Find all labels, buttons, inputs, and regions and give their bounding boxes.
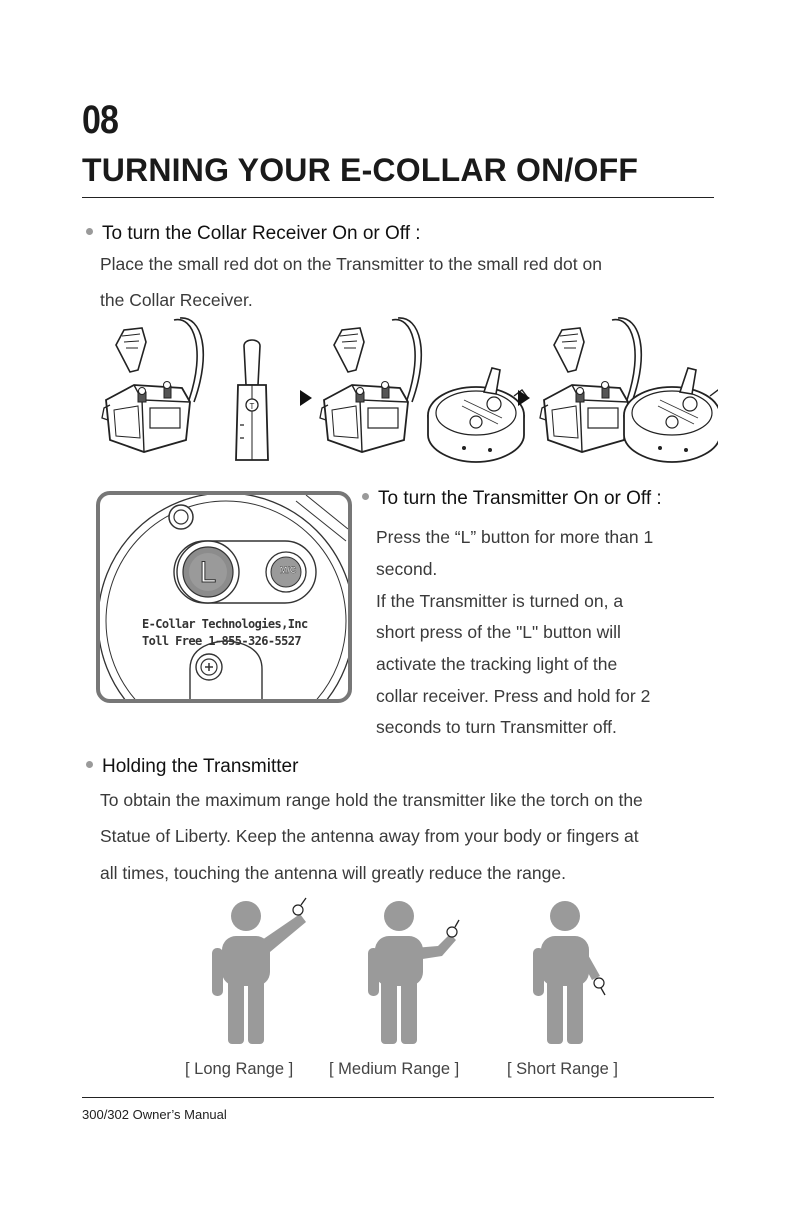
transmitter-top-icon [428, 368, 528, 462]
long-range-caption: [ Long Range ] [185, 1060, 294, 1078]
transmitter-line-4: short press of the "L" button will [376, 622, 621, 642]
receiver-line-1: Place the small red dot on the Transmitter to the small red dot on [100, 254, 602, 274]
transmitter-line-7: seconds to turn Transmitter off. [376, 717, 617, 737]
short-range-caption: [ Short Range ] [507, 1060, 618, 1078]
holding-heading-text: Holding the Transmitter [102, 756, 299, 777]
transmitter-line-2: second. [376, 559, 438, 579]
transmitter-side-icon [236, 340, 268, 460]
long-range-figure-icon [212, 901, 306, 1044]
bullet-dot-icon [362, 493, 369, 500]
transmitter-heading [362, 488, 662, 510]
bullet-dot-icon [86, 228, 93, 235]
page-title: TURNING YOUR E-COLLAR ON/OFF [82, 152, 639, 188]
chapter-number: 08 [82, 98, 119, 142]
l-button[interactable]: L [199, 556, 217, 589]
transmitter-line-1: Press the “L” button for more than 1 [376, 527, 654, 547]
holding-heading [86, 756, 298, 778]
transmitter-line-5: activate the tracking light of the [376, 654, 618, 674]
footer-text: 300/302 Owner’s Manual [82, 1107, 227, 1122]
transmitter-closeup [96, 491, 352, 703]
receiver-line-2: the Collar Receiver. [100, 290, 253, 310]
collar-receiver-icon [102, 318, 203, 452]
holding-line-3: all times, touching the antenna will greatly reduce the range. [100, 863, 566, 883]
arrow-right-icon [300, 390, 312, 406]
receiver-heading [86, 223, 421, 245]
transmitter-line-3: If the Transmitter is turned on, a [376, 591, 624, 611]
range-figures [200, 896, 630, 1048]
transmitter-heading-text: To turn the Transmitter On or Off : [378, 488, 662, 509]
receiver-heading-text: To turn the Collar Receiver On or Off : [102, 223, 421, 244]
bullet-dot-icon [86, 761, 93, 768]
holding-line-1: To obtain the maximum range hold the transmitter like the torch on the [100, 790, 643, 810]
long-range-transmitter-icon [293, 898, 306, 915]
svg-text:T: T [249, 402, 255, 411]
medium-range-figure-icon [368, 901, 456, 1044]
header-divider [82, 197, 714, 198]
short-range-transmitter-icon [594, 978, 605, 995]
pairing-illustration [94, 290, 718, 470]
company-label: E-Collar Technologies,Inc [142, 617, 308, 631]
footer-divider [82, 1097, 714, 1098]
medium-range-transmitter-icon [447, 920, 459, 937]
mc-button[interactable]: M/C [279, 565, 297, 575]
short-range-figure-icon [533, 901, 600, 1044]
collar-receiver-icon [320, 318, 421, 452]
medium-range-caption: [ Medium Range ] [329, 1060, 460, 1078]
transmitter-line-6: collar receiver. Press and hold for 2 [376, 686, 651, 706]
phone-label: Toll Free 1-855-326-5527 [142, 634, 301, 648]
holding-line-2: Statue of Liberty. Keep the antenna away from your body or fingers at [100, 826, 639, 846]
